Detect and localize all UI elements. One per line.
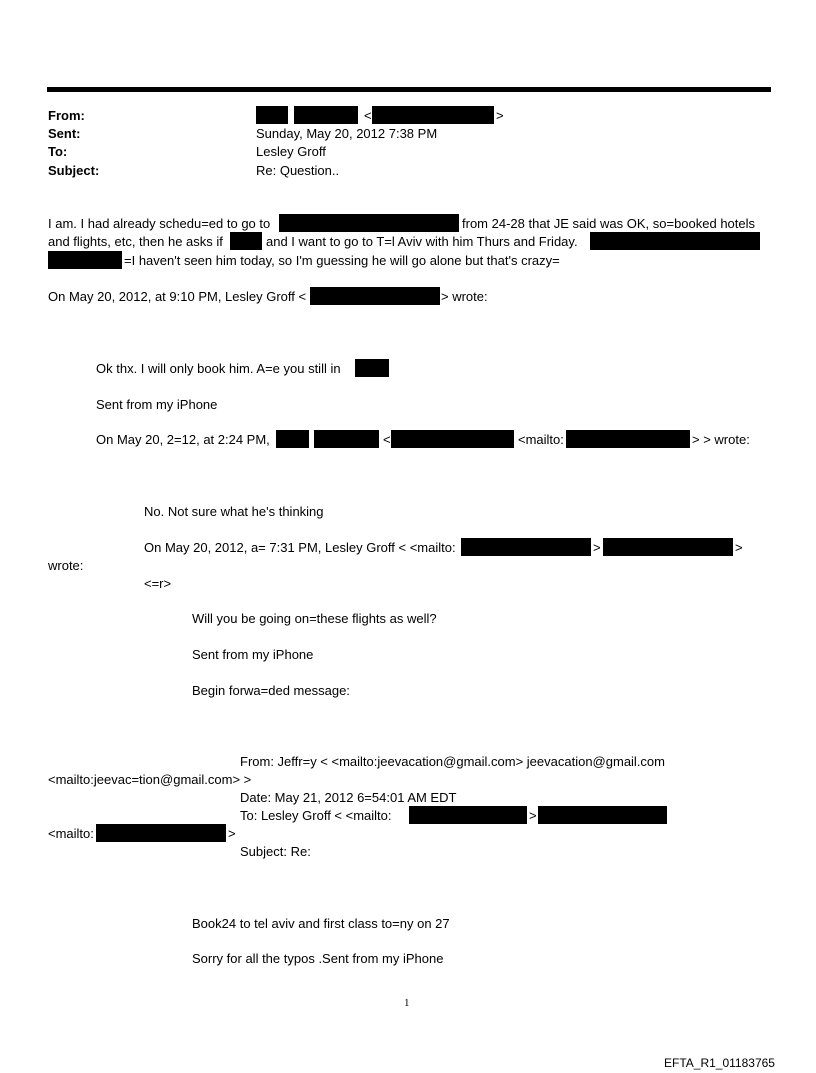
- redaction-box: [538, 806, 667, 824]
- body-line: I am. I had already schedu=ed to go to: [48, 216, 271, 231]
- sent-value: Sunday, May 20, 2012 7:38 PM: [256, 126, 438, 141]
- quote-attribution: On May 20, 2=12, at 2:24 PM,: [96, 432, 270, 447]
- redaction-box: [279, 214, 459, 232]
- redaction-box: [391, 430, 514, 448]
- quoted-line: Will you be going on=these flights as well?: [192, 611, 437, 626]
- redaction-box: [96, 824, 226, 842]
- quote-attribution: <: [383, 432, 391, 447]
- from-lt: <: [364, 108, 372, 123]
- document-id-footer: EFTA_R1_01183765: [664, 1056, 775, 1070]
- quote-attribution: > wrote:: [441, 289, 488, 304]
- redaction-box: [48, 251, 122, 269]
- redaction-box: [276, 430, 309, 448]
- quoted-line: <=r>: [144, 576, 172, 591]
- forwarded-line: From: Jeffr=y < <mailto:jeevacation@gmail.com> jeevacation@gmail.com: [240, 754, 665, 769]
- forwarded-line: <mailto:: [48, 826, 94, 841]
- page-number: 1: [404, 997, 410, 1009]
- forwarded-line: Date: May 21, 2012 6=54:01 AM EDT: [240, 790, 457, 805]
- forwarded-line: Subject: Re:: [240, 844, 311, 859]
- redaction-box: [603, 538, 733, 556]
- redaction-box: [355, 359, 389, 377]
- redaction-box: [230, 232, 262, 250]
- quoted-line: Sent from my iPhone: [192, 647, 314, 662]
- quoted-line: No. Not sure what he's thinking: [144, 504, 324, 519]
- forwarded-line: <mailto:jeevac=tion@gmail.com> >: [48, 772, 252, 787]
- redaction-box: [461, 538, 591, 556]
- quote-attribution: On May 20, 2012, a= 7:31 PM, Lesley Groff < <mailto:: [144, 540, 456, 555]
- body-line: and flights, etc, then he asks if: [48, 234, 223, 249]
- subject-label: Subject:: [48, 163, 100, 178]
- redaction-box: [566, 430, 690, 448]
- body-line: =I haven't seen him today, so I'm guessing he will go alone but that's crazy=: [124, 253, 560, 268]
- forwarded-line: >: [228, 826, 236, 841]
- from-gt: >: [496, 108, 504, 123]
- quoted-line: Sent from my iPhone: [96, 397, 218, 412]
- quote-attribution: >: [593, 540, 601, 555]
- forwarded-line: Book24 to tel aviv and first class to=ny on 27: [192, 916, 450, 931]
- sent-label: Sent:: [48, 126, 81, 141]
- header-rule: [47, 87, 771, 92]
- redaction-box: [372, 106, 494, 124]
- subject-value: Re: Question..: [256, 163, 340, 178]
- forwarded-line: Sorry for all the typos .Sent from my iPhone: [192, 951, 444, 966]
- redaction-box: [314, 430, 379, 448]
- forwarded-line: >: [529, 808, 537, 823]
- quote-attribution: On May 20, 2012, at 9:10 PM, Lesley Groff <: [48, 289, 307, 304]
- redaction-box: [256, 106, 288, 124]
- quote-attribution: <mailto:: [518, 432, 564, 447]
- to-value: Lesley Groff: [256, 144, 326, 159]
- redaction-box: [409, 806, 527, 824]
- quote-attribution: >: [735, 540, 743, 555]
- redaction-box: [590, 232, 760, 250]
- quote-attribution: > > wrote:: [692, 432, 750, 447]
- to-label: To:: [48, 144, 68, 159]
- quoted-line: Begin forwa=ded message:: [192, 683, 350, 698]
- redaction-box: [294, 106, 358, 124]
- from-label: From:: [48, 108, 85, 123]
- quoted-line: Ok thx. I will only book him. A=e you still in: [96, 361, 341, 376]
- redaction-box: [310, 287, 440, 305]
- body-line: and I want to go to T=l Aviv with him Thurs and Friday.: [266, 234, 578, 249]
- forwarded-line: To: Lesley Groff < <mailto:: [240, 808, 392, 823]
- body-line: from 24-28 that JE said was OK, so=booked hotels: [462, 216, 756, 231]
- quote-attribution: wrote:: [48, 558, 84, 573]
